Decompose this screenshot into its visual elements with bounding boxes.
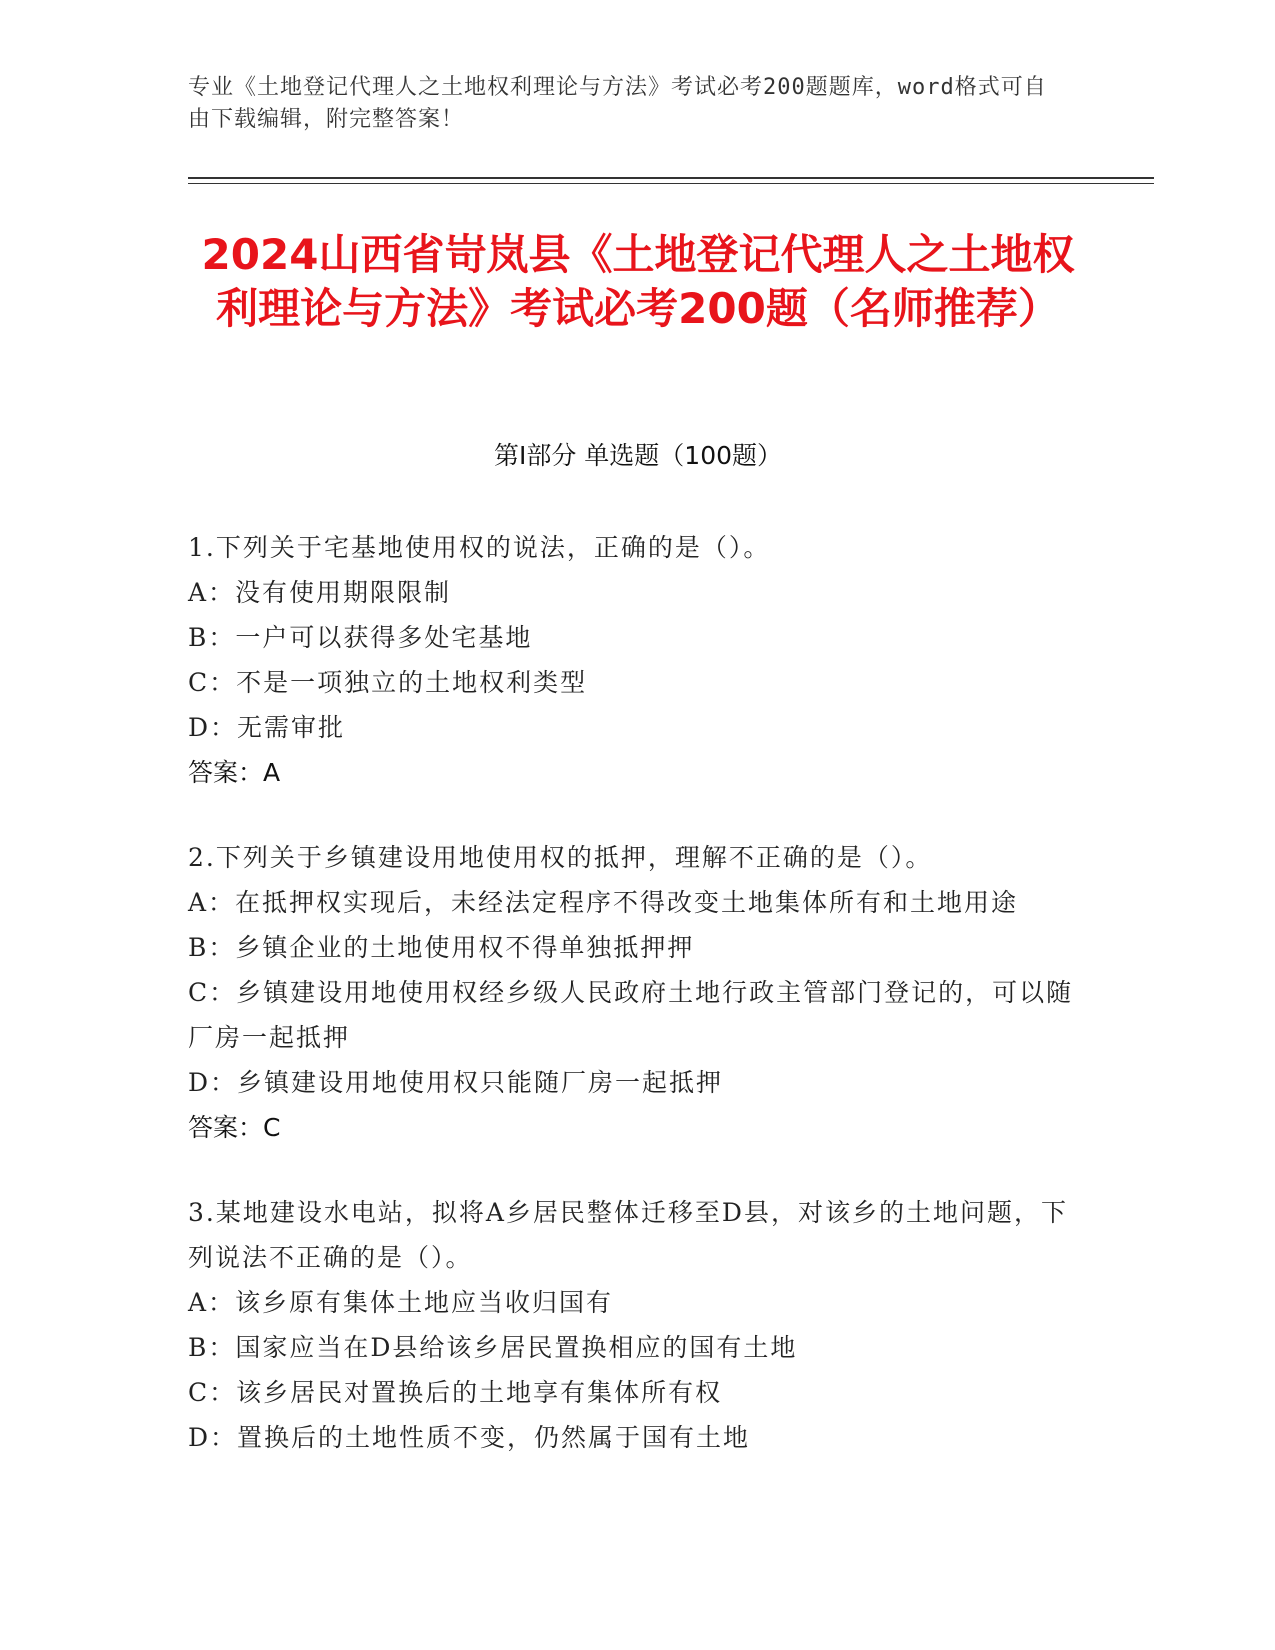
- question-stem: 2.下列关于乡镇建设用地使用权的抵押，理解不正确的是（）。: [188, 843, 933, 872]
- answer-line: 答案：C: [188, 1113, 281, 1142]
- option-b: B：一户可以获得多处宅基地: [188, 623, 533, 652]
- question-stem: 1.下列关于宅基地使用权的说法，正确的是（）。: [188, 533, 771, 562]
- option-d: D：乡镇建设用地使用权只能随厂房一起抵押: [188, 1068, 724, 1097]
- option-a: A：在抵押权实现后，未经法定程序不得改变土地集体所有和土地用途: [188, 888, 1019, 917]
- option-c: C：不是一项独立的土地权利类型: [188, 668, 588, 697]
- question-3: [188, 1190, 1088, 1460]
- document-title: 2024山西省岢岚县《土地登记代理人之土地权利理论与方法》考试必考200题（名师推荐）: [201, 230, 1075, 333]
- option-c: C：该乡居民对置换后的土地享有集体所有权: [188, 1378, 723, 1407]
- header-divider-thin: [188, 183, 1154, 184]
- option-c: C：乡镇建设用地使用权经乡级人民政府土地行政主管部门登记的，可以随厂房一起抵押: [188, 978, 1074, 1052]
- question-list: [188, 525, 1088, 1500]
- option-b: B：国家应当在D县给该乡居民置换相应的国有土地: [188, 1333, 798, 1362]
- option-a: A：没有使用期限限制: [188, 578, 452, 607]
- section-title: 第Ⅰ部分 单选题（100题）: [493, 441, 783, 470]
- option-b: B：乡镇企业的土地使用权不得单独抵押押: [188, 933, 695, 962]
- answer-line: 答案：A: [188, 758, 281, 787]
- option-a: A：该乡原有集体土地应当收归国有: [188, 1288, 614, 1317]
- option-d: D：置换后的土地性质不变，仍然属于国有土地: [188, 1423, 751, 1452]
- question-2: [188, 835, 1088, 1150]
- option-d: D：无需审批: [188, 713, 346, 742]
- header-divider: [188, 177, 1154, 179]
- header-note: 专业《土地登记代理人之土地权利理论与方法》考试必考200题题库，word格式可自由下载编辑，附完整答案！: [188, 75, 1047, 132]
- question-stem: 3.某地建设水电站，拟将A乡居民整体迁移至D县，对该乡的土地问题，下列说法不正确的是（）。: [188, 1198, 1068, 1272]
- question-1: [188, 525, 1088, 795]
